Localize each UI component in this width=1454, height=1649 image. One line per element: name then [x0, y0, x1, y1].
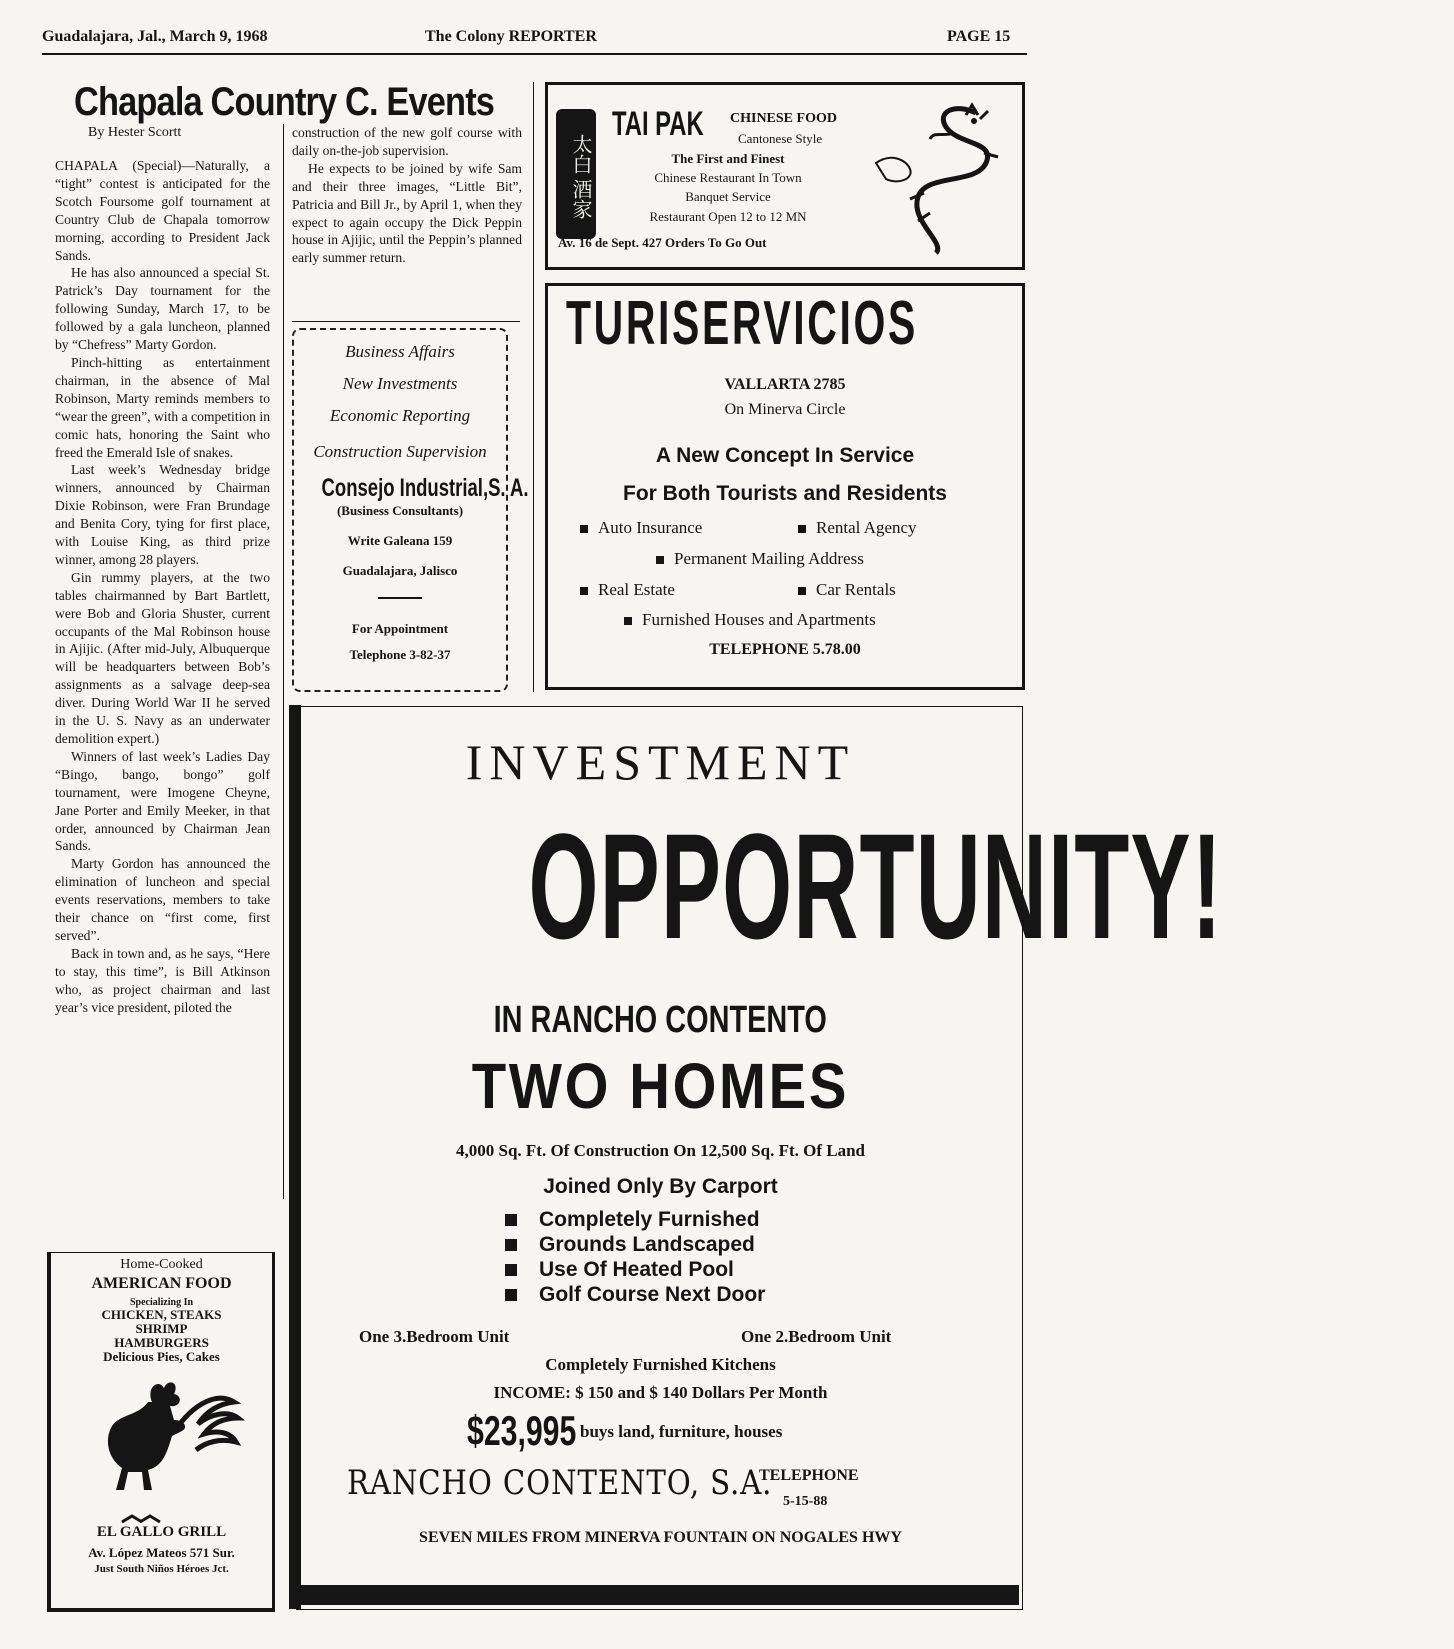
consejo-line: Construction Supervision [313, 442, 487, 461]
opportunity-heading: OPPORTUNITY! [528, 802, 1223, 970]
bullet-icon [505, 1239, 517, 1251]
homes-heading: TWO HOMES [471, 1050, 850, 1122]
article-paragraph: Winners of last week’s Ladies Day “Bingo, bango, bongo” golf tournament, were Imogene Cheyne, Jane Porter and Emily Meeker, in that order, announced by Chairman Jean Sands. [55, 748, 270, 854]
homes-wrap [297, 1049, 1024, 1123]
rooster-icon [82, 1372, 242, 1522]
consejo-line: New Investments [342, 374, 458, 393]
article-paragraph: Marty Gordon has announced the elimination of luncheon and special events reservations, members to take their chance on “first come, first served”. [55, 856, 270, 943]
gallo-menu-line: HAMBURGERS [114, 1335, 209, 1350]
article-paragraph: Last week’s Wednesday bridge winners, announced by Chairman Dixie Robinson, were Fran Brundage and Benita Cory, tying for first place, with Louise King, as third prize winner, among 28 players. [55, 462, 270, 567]
feature-label: Use Of Heated Pool [539, 1258, 734, 1281]
service-item [798, 580, 896, 600]
bullet-icon [505, 1289, 517, 1301]
article-column-1 [55, 157, 270, 1017]
service-item [580, 518, 702, 538]
consejo-telephone: Telephone 3-82-37 [349, 647, 451, 662]
bullet-icon [798, 587, 806, 595]
article-paragraph: Pinch-hitting as entertainment chairman, in the absence of Mal Robinson, Marty reminds members to “wear the green”, with a competition in comic hats, honoring the Saint who freed the Emerald Isle of snakes. [55, 354, 270, 460]
feature-label: Completely Furnished [539, 1208, 760, 1231]
article-paragraph: construction of the new golf course with daily on-the-job supervision. [292, 125, 522, 158]
turiservicios-ad [545, 283, 1025, 690]
income: INCOME: $ 150 and $ 140 Dollars Per Month [493, 1383, 828, 1402]
bullet-icon [624, 617, 632, 625]
service-item [624, 610, 876, 630]
feature-item [505, 1232, 765, 1257]
turi-address: VALLARTA 2785 [724, 376, 846, 393]
investment-heading: INVESTMENT [465, 734, 856, 790]
gallo-spec: Specializing In [129, 1297, 194, 1308]
turi-telephone: TELEPHONE 5.78.00 [709, 641, 861, 658]
gallo-near: Just South Niños Héroes Jct. [94, 1563, 229, 1575]
company-logo: RANCHO CONTENTO, S.A. [347, 1463, 773, 1503]
service-item [798, 518, 917, 538]
turi-circle: On Minerva Circle [724, 401, 846, 418]
gallo-menu-line: Delicious Pies, Cakes [103, 1349, 220, 1364]
bullet-icon [505, 1264, 517, 1276]
consejo-sub: (Business Consultants) [336, 503, 464, 518]
gallo-address: Av. López Mateos 571 Sur. [88, 1545, 235, 1560]
rancho-wrap [297, 999, 1024, 1042]
header-paper-name: The Colony REPORTER [425, 28, 597, 45]
turi-concept: A New Concept In Service [655, 444, 915, 467]
gallo-name: EL GALLO GRILL [96, 1524, 227, 1540]
article-paragraph: He expects to be joined by wife Sam and their three images, “Little Bit”, Patricia and Bill Jr., by April 1, when they expect to again occupy the Dick Peppin house in Ajijic, until the Peppin’s planned early summer return. [292, 160, 522, 266]
taipak-hours: Restaurant Open 12 to 12 MN [649, 209, 807, 224]
taipak-line: The First and Finest [671, 151, 785, 166]
article-byline: By Hester Scortt [88, 125, 182, 140]
rancho-heading: IN RANCHO CONTENTO [493, 999, 828, 1041]
taipak-line: Chinese Restaurant In Town [654, 170, 802, 185]
turi-title: TURISERVICIOS [566, 289, 918, 358]
article-headline: Chapala Country C. Events [74, 80, 495, 124]
bullet-icon [798, 525, 806, 533]
article-paragraph: Gin rummy players, at the two tables chairmanned by Bart Bartlett, were Bob and Gloria Shuster, current occupants of the Mal Robinson house in Ajijic. (After mid-July, Albuquerque will be headquarters between Bob’s assignments as a salvage deep-sea diver. During World War II he served in the U. S. Navy as an underwater demolition expert.) [55, 569, 270, 746]
bullet-icon [505, 1214, 517, 1226]
column-rule-1 [283, 124, 284, 1199]
service-label: Real Estate [598, 580, 675, 599]
service-label: Furnished Houses and Apartments [642, 610, 876, 629]
article-paragraph: CHAPALA (Special)—Naturally, a “tight” contest is anticipated for the Scotch Foursome golf tournament at Country Club de Chapala tomorrow morning, according to President Jack Sands. [55, 158, 270, 263]
consejo-address: Write Galeana 159 [347, 533, 453, 548]
telephone-label: TELEPHONE [759, 1467, 859, 1484]
taipak-style: Cantonese Style [738, 131, 823, 146]
article-column-2 [292, 124, 522, 267]
gallo-top: Home-Cooked [120, 1257, 203, 1272]
article-paragraph: Back in town and, as he says, “Here to stay, this time”, is Bill Atkinson who, as project chairman and last year’s vice president, piloted the [55, 945, 270, 1015]
investment-size: 4,000 Sq. Ft. Of Construction On 12,500 Sq. Ft. Of Land [456, 1141, 865, 1160]
gallo-ad [47, 1252, 275, 1612]
investment-joined: Joined Only By Carport [543, 1175, 778, 1198]
feature-item [505, 1207, 765, 1232]
consejo-city: Guadalajara, Jalisco [342, 563, 458, 578]
price: $23,995 [467, 1407, 577, 1454]
chinese-characters-sign: 太白 酒家 [556, 109, 596, 239]
ad-border-bar [289, 1585, 1019, 1605]
divider [292, 321, 520, 322]
taipak-ad [545, 82, 1025, 270]
service-label: Permanent Mailing Address [674, 549, 864, 568]
consejo-line: Business Affairs [345, 342, 455, 361]
header-date: Guadalajara, Jal., March 9, 1968 [42, 28, 268, 45]
gallo-menu-line: SHRIMP [135, 1321, 188, 1336]
consejo-line: Economic Reporting [329, 406, 471, 425]
opportunity-wrap [297, 801, 1223, 971]
feature-item [505, 1282, 765, 1307]
taipak-name: TAI PAK [612, 105, 704, 143]
telephone-number: 5-15-88 [783, 1494, 828, 1509]
gallo-food: AMERICAN FOOD [91, 1275, 232, 1292]
consejo-name: Consejo Industrial,S. A. [321, 474, 529, 502]
divider [378, 597, 422, 599]
service-label: Car Rentals [816, 580, 896, 599]
taipak-line: Banquet Service [685, 189, 771, 204]
gallo-menu-line: CHICKEN, STEAKS [101, 1307, 222, 1322]
header-rule [42, 53, 1027, 55]
bullet-icon [580, 525, 588, 533]
article-paragraph: He has also announced a special St. Patrick’s Day tournament for the following Sunday, March 17, to be followed by a gala luncheon, planned by “Chefress” Marty Gordon. [55, 265, 270, 353]
location: SEVEN MILES FROM MINERVA FOUNTAIN ON NOGALES HWY [419, 1529, 902, 1546]
taipak-address: Av. 16 de Sept. 427 Orders To Go Out [558, 235, 767, 250]
bullet-icon [580, 587, 588, 595]
feature-item [505, 1257, 765, 1282]
feature-label: Grounds Landscaped [539, 1233, 755, 1256]
taipak-food: CHINESE FOOD [730, 111, 837, 126]
service-item [656, 549, 864, 569]
header-page-number: PAGE 15 [947, 28, 1011, 45]
service-label: Auto Insurance [598, 518, 703, 537]
consejo-appointment: For Appointment [351, 621, 449, 636]
turi-both: For Both Tourists and Residents [623, 482, 947, 505]
feature-list [505, 1207, 765, 1307]
investment-ad [296, 706, 1223, 1610]
unit-two: One 2.Bedroom Unit [741, 1327, 892, 1346]
service-item [580, 580, 675, 600]
unit-one: One 3.Bedroom Unit [359, 1327, 510, 1346]
service-label: Rental Agency [816, 518, 917, 537]
column-rule-2 [533, 82, 534, 692]
price-description: buys land, furniture, houses [580, 1422, 783, 1441]
dragon-icon [866, 93, 1016, 258]
feature-label: Golf Course Next Door [539, 1283, 766, 1306]
bullet-icon [656, 556, 664, 564]
consejo-ad [292, 328, 529, 692]
kitchens: Completely Furnished Kitchens [545, 1355, 776, 1374]
